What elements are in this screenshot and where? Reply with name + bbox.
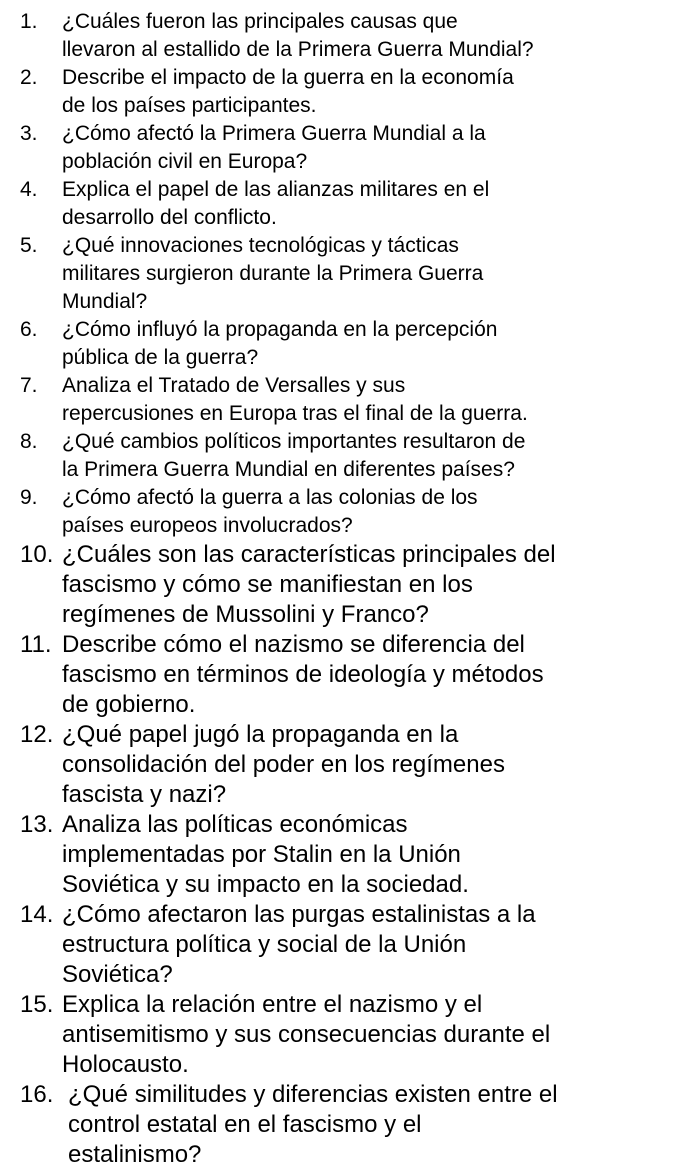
question-number: 15.: [20, 991, 54, 1018]
question-text: ¿Qué similitudes y diferencias existen entre el control estatal en el fascismo y el estalinismo?: [68, 1081, 558, 1168]
question-text: Describe cómo el nazismo se diferencia del fascismo en términos de ideología y métodos de gobierno.: [62, 631, 544, 718]
question-item-2: [0, 64, 684, 120]
question-number: 7.: [20, 374, 38, 397]
question-number: 4.: [20, 178, 38, 201]
question-text: ¿Cómo afectaron las purgas estalinistas a la estructura política y social de la Unión Soviética?: [62, 901, 536, 988]
question-item-15: [0, 990, 684, 1080]
question-text: Explica el papel de las alianzas militares en el desarrollo del conflicto.: [62, 178, 490, 229]
question-number: 1.: [20, 10, 38, 33]
question-text: ¿Qué cambios políticos importantes resultaron de la Primera Guerra Mundial en diferentes países?: [62, 430, 526, 481]
question-text: Analiza las políticas económicas implementadas por Stalin en la Unión Soviética y su impacto en la sociedad.: [62, 811, 469, 898]
question-text: Describe el impacto de la guerra en la economía de los países participantes.: [62, 66, 514, 117]
question-item-11: [0, 630, 684, 720]
question-text: ¿Qué papel jugó la propaganda en la consolidación del poder en los regímenes fascista y nazi?: [62, 721, 505, 808]
question-number: 12.: [20, 721, 54, 748]
question-item-1: [0, 8, 684, 64]
question-item-13: [0, 810, 684, 900]
question-number: 10.: [20, 541, 54, 568]
question-number: 16.: [20, 1081, 54, 1108]
question-text: ¿Cuáles son las características principales del fascismo y cómo se manifiestan en los regímenes de Mussolini y Franco?: [62, 541, 556, 628]
question-number: 2.: [20, 66, 38, 89]
question-item-14: [0, 900, 684, 990]
question-item-4: [0, 176, 684, 232]
question-item-5: [0, 232, 684, 316]
question-text: ¿Cuáles fueron las principales causas que llevaron al estallido de la Primera Guerra Mundial?: [62, 10, 534, 61]
question-item-9: [0, 484, 684, 540]
question-item-10: [0, 540, 684, 630]
question-item-8: [0, 428, 684, 484]
question-text: ¿Cómo afectó la Primera Guerra Mundial a la población civil en Europa?: [62, 122, 486, 173]
question-number: 9.: [20, 486, 38, 509]
question-number: 11.: [20, 631, 52, 658]
question-text: Explica la relación entre el nazismo y el antisemitismo y sus consecuencias durante el Holocausto.: [62, 991, 551, 1078]
question-text: Analiza el Tratado de Versalles y sus repercusiones en Europa tras el final de la guerra.: [62, 374, 528, 425]
question-item-16: [0, 1080, 684, 1170]
question-text: ¿Cómo influyó la propaganda en la percepción pública de la guerra?: [62, 318, 498, 369]
question-number: 3.: [20, 122, 38, 145]
question-item-6: [0, 316, 684, 372]
question-number: 5.: [20, 234, 38, 257]
question-item-12: [0, 720, 684, 810]
question-list: [0, 8, 684, 1170]
question-number: 14.: [20, 901, 54, 928]
question-text: ¿Qué innovaciones tecnológicas y tácticas militares surgieron durante la Primera Guerra Mundial?: [62, 234, 484, 313]
question-item-7: [0, 372, 684, 428]
question-number: 13.: [20, 811, 54, 838]
question-item-3: [0, 120, 684, 176]
question-number: 8.: [20, 430, 38, 453]
question-number: 6.: [20, 318, 38, 341]
question-text: ¿Cómo afectó la guerra a las colonias de los países europeos involucrados?: [62, 486, 478, 537]
